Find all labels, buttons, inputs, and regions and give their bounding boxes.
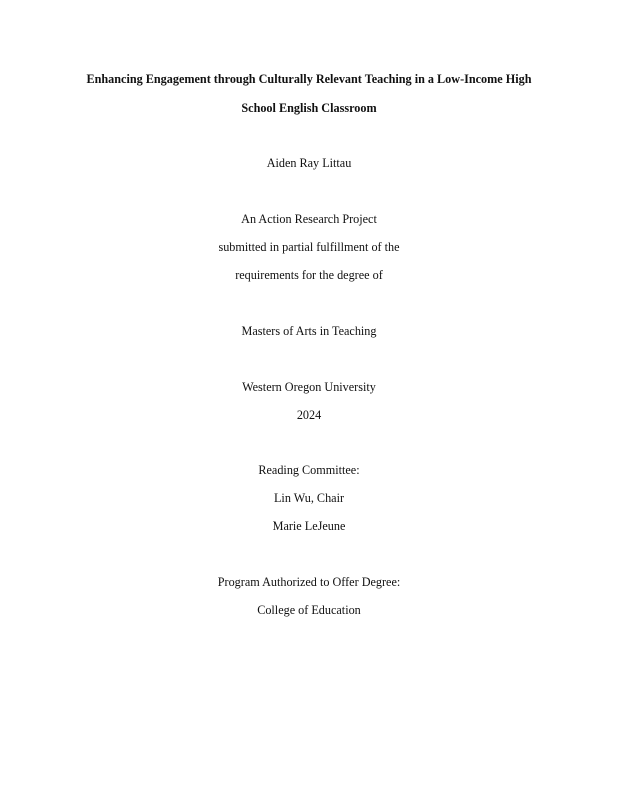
committee-member: Marie LeJeune: [272, 519, 346, 533]
university-name: Western Oregon University: [242, 380, 376, 394]
publication-year: 2024: [296, 408, 322, 422]
project-type: An Action Research Project: [241, 212, 377, 226]
author-name: Aiden Ray Littau: [266, 156, 352, 170]
program-name: College of Education: [257, 603, 361, 617]
committee-member: Lin Wu, Chair: [273, 491, 345, 505]
fulfillment-statement: submitted in partial fulfillment of the: [218, 240, 400, 254]
document-title-line-2: School English Classroom: [241, 101, 377, 115]
document-title-line-1: Enhancing Engagement through Culturally Relevant Teaching in a Low-Income High: [86, 72, 532, 86]
program-heading: Program Authorized to Offer Degree:: [217, 575, 401, 589]
committee-heading: Reading Committee:: [258, 463, 360, 477]
degree-name: Masters of Arts in Teaching: [241, 324, 377, 338]
requirements-statement: requirements for the degree of: [235, 268, 383, 282]
